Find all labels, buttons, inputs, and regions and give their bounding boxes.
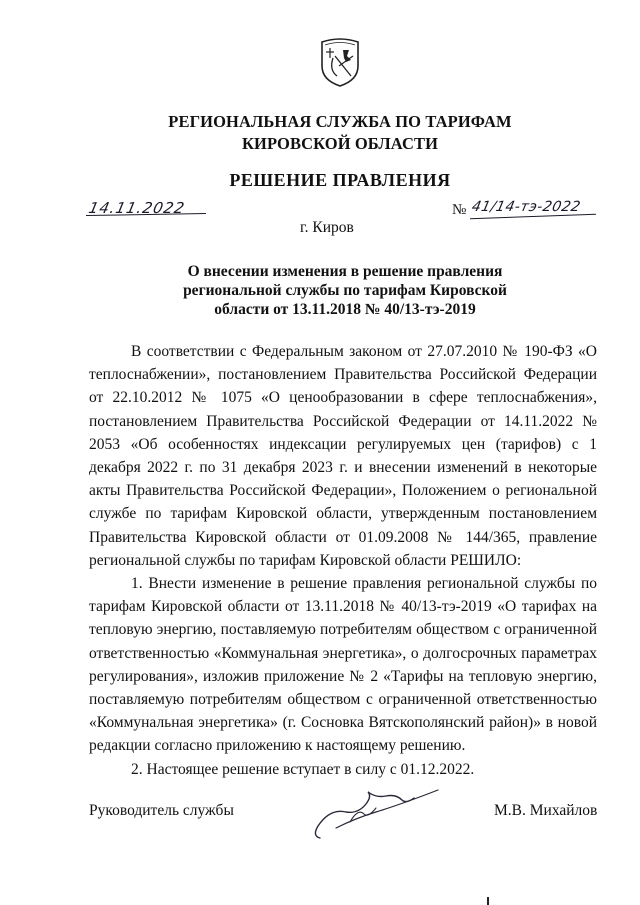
handwritten-date: 14.11.2022 <box>87 199 187 217</box>
preamble-paragraph: В соответствии с Федеральным законом от 27.07.2010 № 190-ФЗ «О теплоснабжении», постановлением Правительства Российской Федерации от 22.10.2012 № 1075 «О ценообразовании в сфере теплоснабжения», постановлением Правительства Российской Федерации от 14.11.2022 № 2053 «Об особенностях индексации регулируемых цен (тарифов) с 1 декабря 2022 г. по 31 декабря 2023 г. и внесении изменений в некоторые акты Правительства Российской Федерации», Положением о региональной службе по тарифам Кировской области, утвержденным постановлением Правительства Кировской области от 01.09.2008 № 144/365, правление региональной службы по тарифам Кировской области РЕШИЛО: <box>89 343 597 569</box>
handwritten-document-number: 41/14-тэ-2022 <box>470 199 583 215</box>
signatory-name: М.В. Михайлов <box>494 802 598 819</box>
subject-line3: области от 13.11.2018 № 40/13-тэ-2019 <box>214 301 476 318</box>
number-sign: № <box>452 202 467 218</box>
decision-item-2: 2. Настоящее решение вступает в силу с 01.12.2022. <box>131 760 475 778</box>
document-body <box>89 340 597 781</box>
organization-name-line2: КИРОВСКОЙ ОБЛАСТИ <box>241 134 439 153</box>
organization-name <box>0 111 640 155</box>
organization-name-line1: РЕГИОНАЛЬНАЯ СЛУЖБА ПО ТАРИФАМ <box>168 112 512 131</box>
subject-line1: О внесении изменения в решение правления <box>187 263 503 280</box>
decision-item-1: 1. Внести изменение в решение правления региональной службы по тарифам Кировской области от 13.11.2018 № 40/13-тэ-2019 «О тарифах на тепловую энергию, поставляемую потребителям обществом с ограниченной ответственностью «Коммунальная энергетика», о долгосрочных параметрах регулирования», изложив приложение № 2 «Тарифы на тепловую энергию, поставляемую потребителям обществом с ограниченной ответственностью «Коммунальная энергетика» (г. Сосновка Вятскополянский район)» в новой редакции согласно приложению к настоящему решению. <box>89 575 597 755</box>
city-label: г. Киров <box>300 219 354 236</box>
document-subject <box>150 262 540 319</box>
handwritten-signature-icon <box>306 778 456 848</box>
signatory-role: Руководитель службы <box>89 802 234 819</box>
scan-artifact <box>487 897 489 905</box>
subject-line2: региональной службы по тарифам Кировской <box>183 282 507 299</box>
coat-of-arms-icon <box>319 36 361 88</box>
document-title: РЕШЕНИЕ ПРАВЛЕНИЯ <box>229 170 451 190</box>
